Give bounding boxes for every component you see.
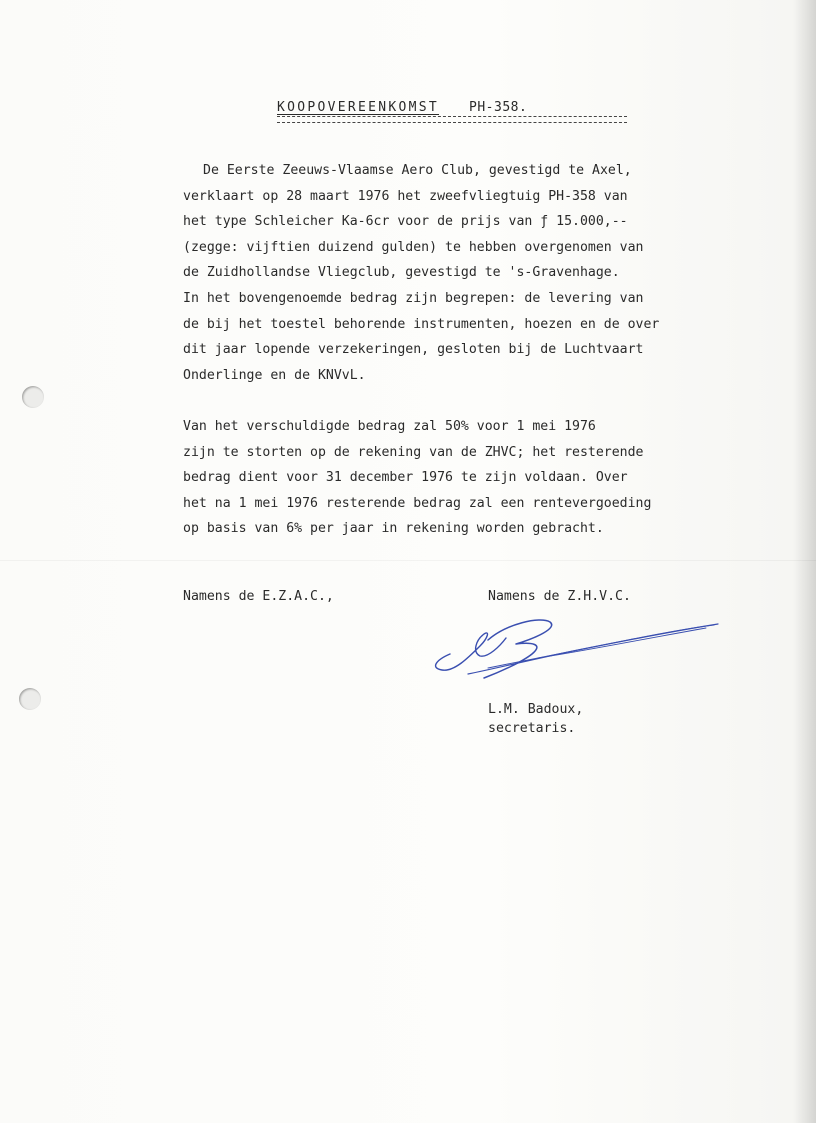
paragraph-line: dit jaar lopende verzekeringen, gesloten bij de Luchtvaart: [183, 342, 644, 358]
signer-role: secretaris.: [488, 721, 576, 736]
signature-label-zhvc: Namens de Z.H.V.C.: [488, 589, 631, 604]
signer-name: L.M. Badoux,: [488, 702, 584, 717]
signature-label-ezac: Namens de E.Z.A.C.,: [183, 589, 334, 604]
title-double-underline: [277, 116, 627, 123]
paragraph-line: Onderlinge en de KNVvL.: [183, 367, 366, 383]
paragraph-line: het na 1 mei 1976 resterende bedrag zal een rentevergoeding: [183, 495, 652, 511]
paragraph-line: De Eerste Zeeuws-Vlaamse Aero Club, gevestigd te Axel,: [203, 163, 632, 178]
document-title-text: KOOPOVEREENKOMST: [277, 100, 440, 115]
paragraph-line: verklaart op 28 maart 1976 het zweefvliegtuig PH-358 van: [183, 188, 628, 204]
paper-fold-line: [0, 560, 816, 561]
signer-block: [488, 700, 583, 738]
paragraph-line: bedrag dient voor 31 december 1976 te zijn voldaan. Over: [183, 470, 628, 486]
paragraph-line: Van het verschuldigde bedrag zal 50% voor 1 mei 1976: [183, 419, 596, 434]
paragraph-line: de bij het toestel behorende instrumenten, hoezen en de over: [183, 316, 660, 332]
registration-code: PH-358.: [469, 100, 528, 115]
paragraph-line: de Zuidhollandse Vliegclub, gevestigd te 's-Gravenhage.: [183, 265, 620, 281]
punch-hole-bottom: [19, 688, 41, 710]
handwritten-signature: [428, 612, 723, 694]
paragraph-line: (zegge: vijftien duizend gulden) te hebben overgenomen van: [183, 239, 644, 255]
paragraph-payment-terms: [183, 414, 651, 542]
paragraph-line: In het bovengenoemde bedrag zijn begrepen: de levering van: [183, 290, 644, 306]
paragraph-line: op basis van 6% per jaar in rekening worden gebracht.: [183, 521, 604, 537]
paragraph-line: het type Schleicher Ka-6cr voor de prijs van ƒ 15.000,--: [183, 214, 628, 230]
paper-edge-shadow: [794, 0, 816, 1123]
document-title: [277, 100, 527, 115]
paragraph-line: zijn te storten op de rekening van de ZHVC; het resterende: [183, 444, 644, 460]
paragraph-purchase-terms: [183, 158, 659, 388]
punch-hole-top: [22, 386, 44, 408]
